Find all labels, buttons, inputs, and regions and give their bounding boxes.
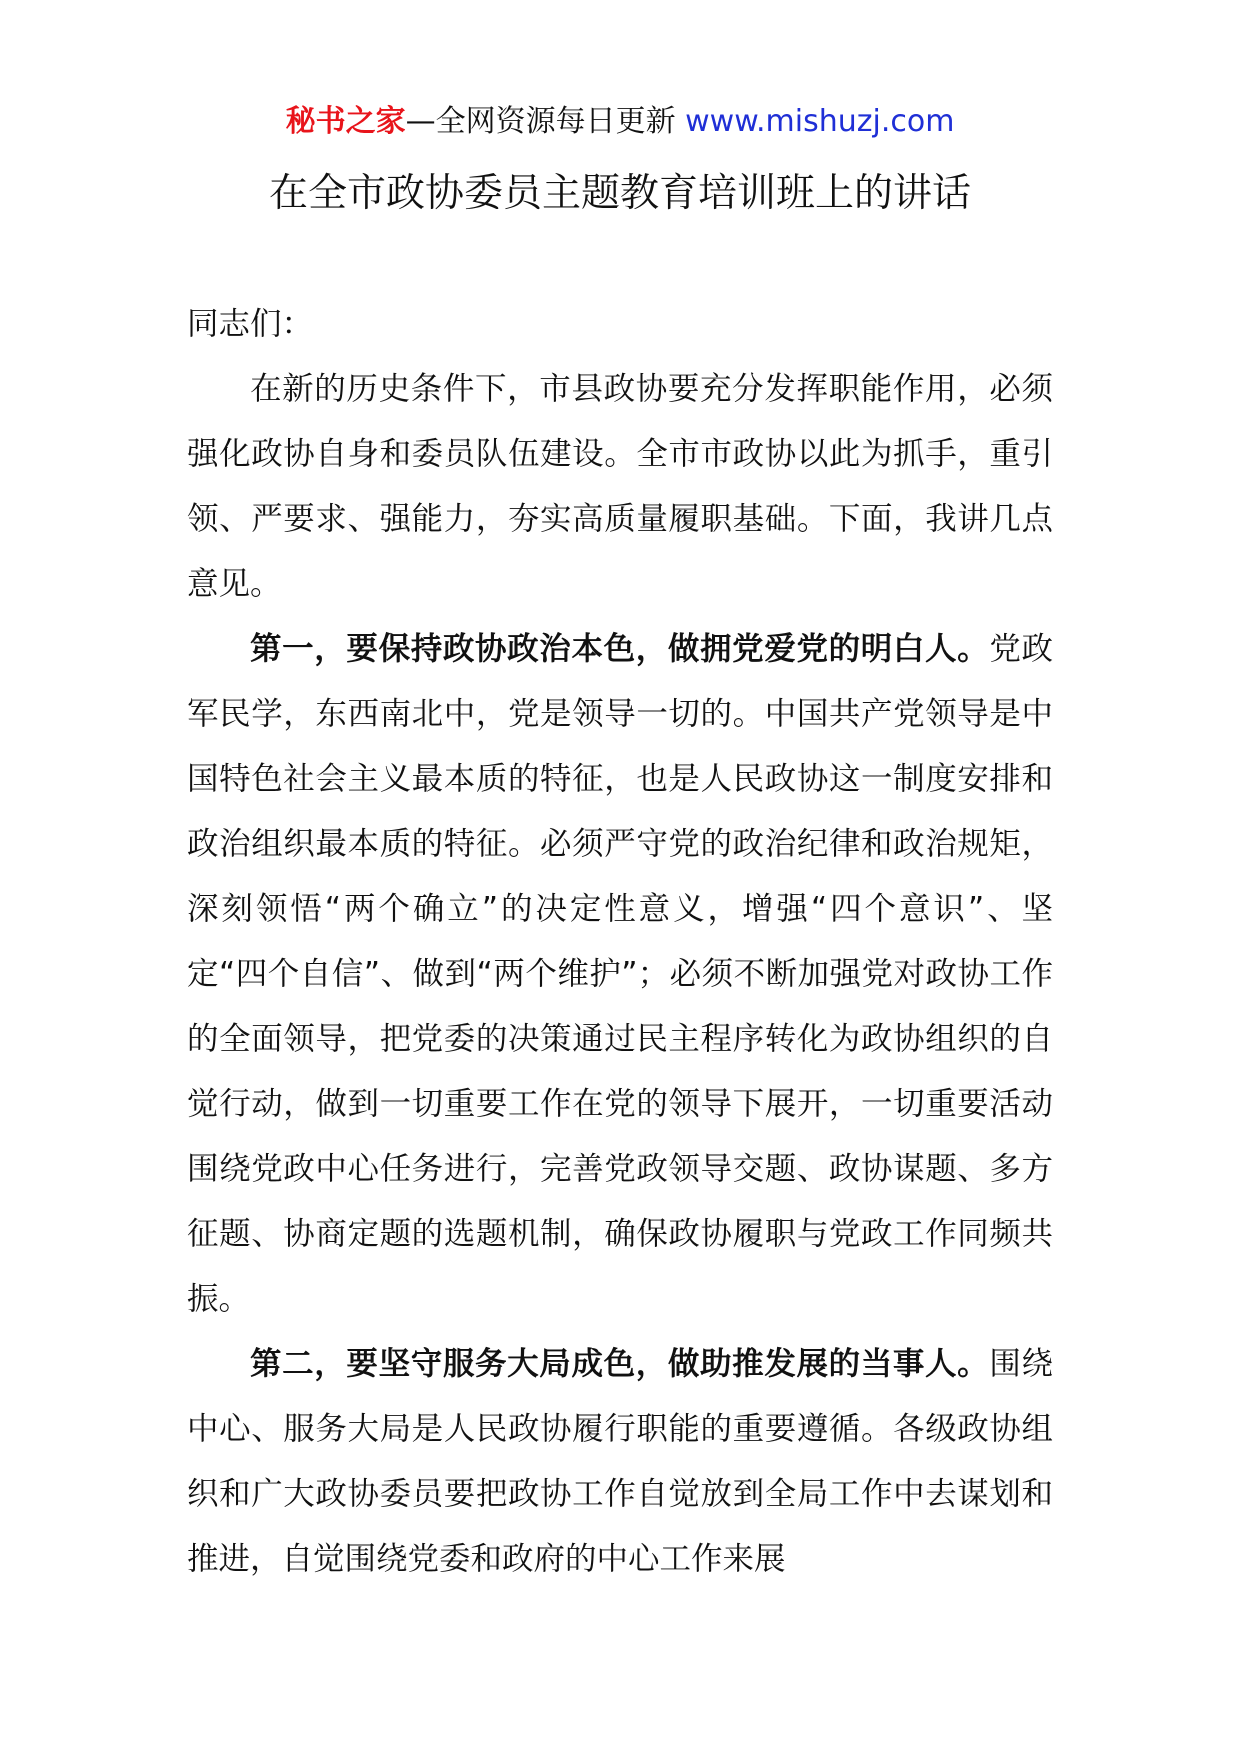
paragraph-second-point — [187, 1332, 1053, 1592]
paragraph-intro — [187, 357, 1053, 617]
site-url-link[interactable]: www.mishuzj.com — [685, 104, 955, 139]
document-title: 在全市政协委员主题教育培训班上的讲话 — [268, 171, 971, 216]
site-tagline: —全网资源每日更新 — [405, 104, 686, 139]
paragraph-text: 围绕中心、服务大局是人民政协履行职能的重要遵循。各级政协组织和广大政协委员要把政协工作自觉放到全局工作中去谋划和推进，自觉围绕党委和政府的中心工作来展 — [187, 1346, 1053, 1577]
site-brand[interactable]: 秘书之家 — [285, 104, 406, 139]
paragraph-lead: 第二，要坚守服务大局成色，做助推发展的当事人。 — [250, 1346, 990, 1382]
document-body — [187, 292, 1053, 1592]
paragraph-text: 在新的历史条件下，市县政协要充分发挥职能作用，必须强化政协自身和委员队伍建设。全市市政协以此为抓手，重引领、严要求、强能力，夯实高质量履职基础。下面，我讲几点意见。 — [187, 371, 1053, 602]
paragraph-lead: 第一，要保持政协政治本色，做拥党爱党的明白人。 — [250, 631, 990, 667]
site-header — [0, 102, 1240, 142]
paragraph-first-point — [187, 617, 1053, 1332]
salutation: 同志们： — [187, 306, 314, 342]
paragraph-text: 党政军民学，东西南北中，党是领导一切的。中国共产党领导是中国特色社会主义最本质的特征，也是人民政协这一制度安排和政治组织最本质的特征。必须严守党的政治纪律和政治规矩，深刻领悟“两个确立”的决定性意义，增强“四个意识”、坚定“四个自信”、做到“两个维护”；必须不断加强党对政协工作的全面领导，把党委的决策通过民主程序转化为政协组织的自觉行动，做到一切重要工作在党的领导下展开，一切重要活动围绕党政中心任务进行，完善党政领导交题、政协谋题、多方征题、协商定题的选题机制，确保政协履职与党政工作同频共振。 — [187, 631, 1053, 1317]
